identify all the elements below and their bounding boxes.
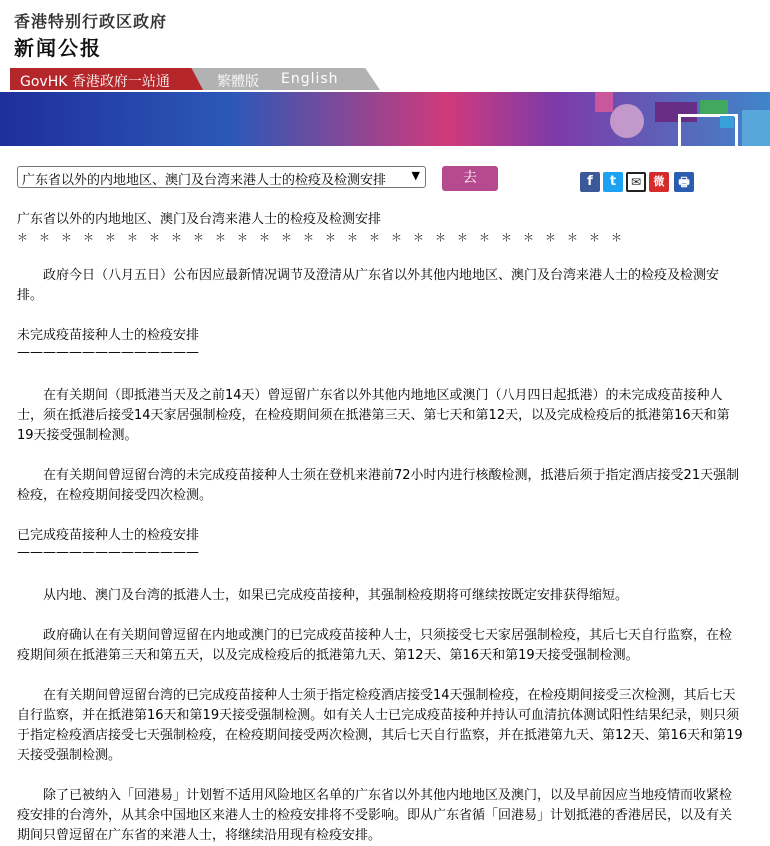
paragraph-other-regions: 除了已被纳入「回港易」计划暂不适用风险地区名单的广东省以外其他内地地区及澳门，以及早前因应当地疫情而收紧检疫安排的台湾外，从其余中国地区来港人士的检疫安排将不受影响。即从广东省循「回港易」计划抵港的香港居民，以及有关期间只曾逗留在广东省的来港人士，将继续沿用现有检疫安排。 bbox=[17, 788, 733, 843]
intro-paragraph: 政府今日（八月五日）公布因应最新情况调节及澄清从广东省以外其他内地地区、澳门及台湾来港人士的检疫及检测安排。 bbox=[17, 268, 720, 303]
print-icon[interactable]: 🖶 bbox=[674, 172, 694, 192]
section-title: 新闻公报 bbox=[14, 36, 102, 60]
article-body bbox=[17, 210, 743, 846]
heading-underline: —————————————— bbox=[17, 345, 199, 360]
facebook-share-icon[interactable]: f bbox=[580, 172, 600, 192]
section-heading-unvaccinated: 未完成疫苗接种人士的检疫安排 bbox=[17, 328, 200, 343]
paragraph-vaccinated-taiwan: 在有关期间曾逗留台湾的已完成疫苗接种人士须于指定检疫酒店接受14天强制检疫，在检疫期间接受三次检测，其后七天自行监察，并在抵港第16天和第19天接受强制检测。如有关人士已完成疫苗接种并持认可血清抗体测试阳性结果纪录，则只须于指定检疫酒店接受七天强制检疫，在检疫期间接受两次检测，其后七天自行监察，并在抵港第九天、第12天、第16天和第19天接受强制检测。 bbox=[17, 688, 743, 763]
heading-underline: —————————————— bbox=[17, 545, 199, 560]
go-button[interactable]: 去 bbox=[442, 166, 498, 191]
weibo-share-icon[interactable]: 微 bbox=[649, 172, 669, 192]
paragraph-unvaccinated-mainland: 在有关期间（即抵港当天及之前14天）曾逗留广东省以外其他内地地区或澳门（八月四日起抵港）的未完成疫苗接种人士，须在抵港后接受14天家居强制检疫，在检疫期间须在抵港第三天、第七天和第12天，以及完成检疫后的抵港第16天和第19天接受强制检测。 bbox=[17, 388, 730, 443]
twitter-share-icon[interactable]: t bbox=[603, 172, 623, 192]
govhk-link[interactable]: GovHK 香港政府一站通 bbox=[20, 74, 170, 90]
star-divider: ＊ ＊ ＊ ＊ ＊ ＊ ＊ ＊ ＊ ＊ ＊ ＊ ＊ ＊ ＊ ＊ ＊ ＊ ＊ ＊ ＊ ＊ ＊ ＊ ＊ ＊ ＊ ＊ bbox=[17, 231, 622, 244]
article-select-value: 广东省以外的内地地区、澳门及台湾来港人士的检疫及检测安排 bbox=[22, 173, 387, 188]
english-link[interactable]: English bbox=[281, 71, 339, 87]
article-select[interactable] bbox=[17, 166, 426, 188]
top-nav bbox=[0, 68, 770, 92]
email-share-icon[interactable]: ✉ bbox=[626, 172, 646, 192]
paragraph-vaccinated-mainland: 政府确认在有关期间曾逗留在内地或澳门的已完成疫苗接种人士，只须接受七天家居强制检疫，其后七天自行监察，在检疫期间须在抵港第三天和第五天，以及完成检疫后的抵港第九天、第12天、第16天和第19天接受强制检测。 bbox=[17, 628, 733, 663]
decorative-banner bbox=[0, 92, 770, 146]
org-title: 香港特别行政区政府 bbox=[14, 12, 168, 31]
article-title: 广东省以外的内地地区、澳门及台湾来港人士的检疫及检测安排 bbox=[17, 212, 382, 227]
paragraph-unvaccinated-taiwan: 在有关期间曾逗留台湾的未完成疫苗接种人士须在登机来港前72小时内进行核酸检测，抵港后须于指定酒店接受21天强制检疫，在检疫期间接受四次检测。 bbox=[17, 468, 740, 503]
section-heading-vaccinated: 已完成疫苗接种人士的检疫安排 bbox=[17, 528, 200, 543]
page-header bbox=[0, 0, 770, 68]
chevron-down-icon: ▼ bbox=[411, 169, 420, 182]
paragraph-vaccinated-general: 从内地、澳门及台湾的抵港人士，如果已完成疫苗接种，其强制检疫期将可继续按既定安排获得缩短。 bbox=[17, 588, 629, 603]
traditional-chinese-link[interactable]: 繁體版 bbox=[217, 74, 259, 90]
